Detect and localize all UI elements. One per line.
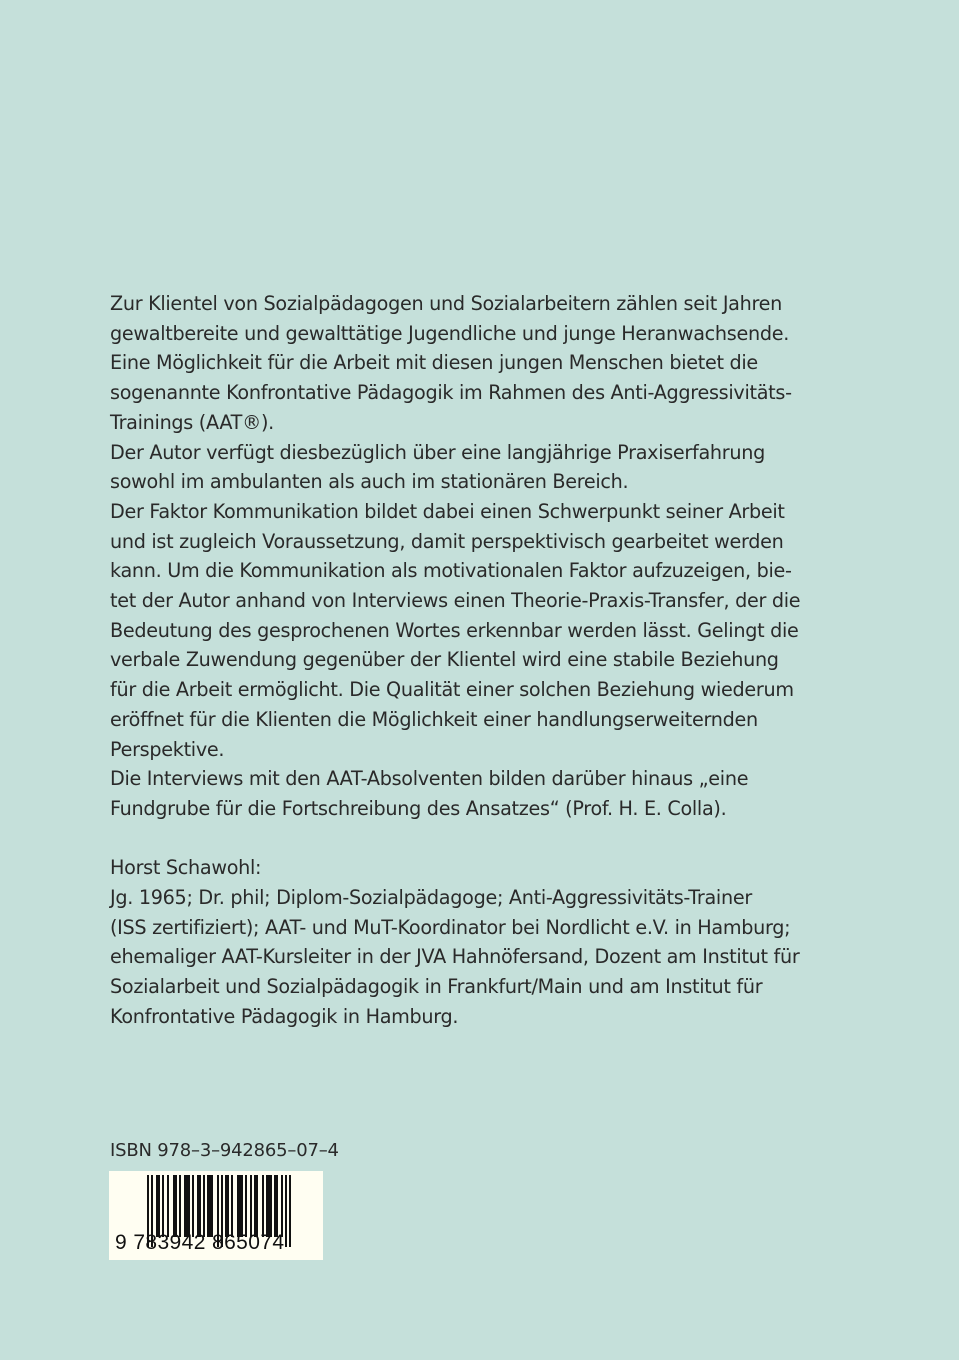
barcode (109, 1171, 323, 1260)
blurb-line: sowohl im ambulanten als auch im stationären Bereich. (110, 470, 629, 494)
blurb-line: tet der Autor anhand von Interviews einen Theorie-Praxis-Transfer, der die (110, 589, 801, 613)
blurb-line: gewaltbereite und gewalttätige Jugendliche und junge Heranwachsende. (110, 321, 790, 345)
author-bio-line: Sozialarbeit und Sozialpädagogik in Frankfurt/Main und am Institut für (110, 975, 763, 999)
barcode-bars (147, 1175, 317, 1237)
blurb-line: sogenannte Konfrontative Pädagogik im Rahmen des Anti-Aggressivitäts- (110, 381, 792, 405)
blurb-line: Perspektive. (110, 737, 225, 761)
blurb-line: eröffnet für die Klienten die Möglichkeit einer handlungserweiternden (110, 707, 758, 731)
blurb-line: Bedeutung des gesprochenen Wortes erkennbar werden lässt. Gelingt die (110, 618, 799, 642)
back-cover-text (110, 289, 850, 1032)
blurb-line: kann. Um die Kommunikation als motivationalen Faktor aufzuzeigen, bie- (110, 559, 792, 583)
author-bio-line: Konfrontative Pädagogik in Hamburg. (110, 1004, 459, 1028)
blurb-line: Der Faktor Kommunikation bildet dabei einen Schwerpunkt seiner Arbeit (110, 499, 785, 523)
author-bio-line: (ISS zertifiziert); AAT- und MuT-Koordinator bei Nordlicht e.V. in Hamburg; (110, 915, 791, 939)
blurb-line: Die Interviews mit den AAT-Absolventen bilden darüber hinaus „eine (110, 767, 749, 791)
barcode-digits: 9 783942 865074 (115, 1231, 285, 1254)
paragraph-gap (110, 824, 850, 854)
blurb-line: für die Arbeit ermöglicht. Die Qualität einer solchen Beziehung wiederum (110, 678, 794, 702)
author-bio-line: Jg. 1965; Dr. phil; Diplom-Sozialpädagoge; Anti-Aggressivitäts-Trainer (110, 886, 752, 910)
isbn-label: ISBN 978–3–942865–07–4 (110, 1140, 339, 1161)
blurb-line: Zur Klientel von Sozialpädagogen und Sozialarbeitern zählen seit Jahren (110, 292, 783, 315)
blurb-line: verbale Zuwendung gegenüber der Klientel wird eine stabile Beziehung (110, 648, 779, 672)
blurb-line: Der Autor verfügt diesbezüglich über eine langjährige Praxiserfahrung (110, 440, 765, 464)
author-heading: Horst Schawohl: (110, 856, 262, 880)
blurb-line: und ist zugleich Voraussetzung, damit perspektivisch gearbeitet werden (110, 529, 784, 553)
blurb-line: Trainings (AAT®). (110, 410, 274, 434)
blurb-line: Fundgrube für die Fortschreibung des Ansatzes“ (Prof. H. E. Colla). (110, 796, 727, 820)
blurb-line: Eine Möglichkeit für die Arbeit mit diesen jungen Menschen bietet die (110, 351, 758, 375)
author-bio-line: ehemaliger AAT-Kursleiter in der JVA Hahnöfersand, Dozent am Institut für (110, 945, 800, 969)
